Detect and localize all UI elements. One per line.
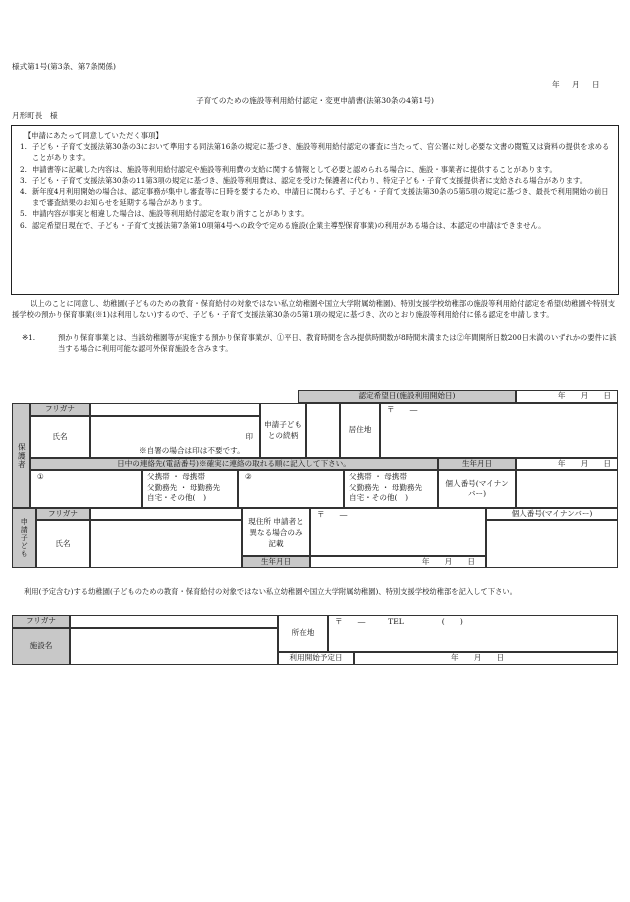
form-number: 様式第1号(第3条、第7条関係)	[12, 62, 116, 71]
facility-intro: 利用(予定含む)する幼稚園(子どものための教育・保育給付の対象ではない私立幼稚園や国立大学附属幼稚園)、特別支援学校幼稚部を記入して下さい。	[24, 587, 517, 596]
child-mynumber-label: 個人番号(マイナンバー)	[486, 508, 618, 520]
child-birth-label: 生年月日	[242, 556, 310, 568]
facility-furigana-input[interactable]	[70, 615, 278, 628]
child-mynumber-input[interactable]	[486, 520, 618, 568]
child-name-input[interactable]	[90, 520, 242, 568]
notice-heading: 【申請にあたって同意していただく事項】	[24, 131, 163, 140]
birth-label: 生年月日	[438, 458, 516, 470]
facility-start-input[interactable]: 年 月 日	[354, 652, 618, 665]
guardian-label: 保護者	[12, 403, 30, 508]
desired-date-label: 認定希望日(施設利用開始日)	[298, 390, 516, 403]
residence-input[interactable]	[380, 403, 618, 458]
child-furigana-input[interactable]	[90, 508, 242, 520]
notice-item: 4. 新年度4月利用開始の場合は、認定事務が集中し審査等に日時を要するため、申請日に関わらず、子ども・子育て支援法第30条の5第5項の規定に基づき、最長で利用開始の前日まで審査結果のお知らせを延期する場合があります。	[20, 187, 609, 208]
guardian-name-label: 氏名	[30, 416, 90, 458]
applicant-table	[12, 390, 618, 568]
guardian-furigana-label: フリガナ	[30, 403, 90, 416]
facility-furigana-label: フリガナ	[12, 615, 70, 628]
child-furigana-label: フリガナ	[36, 508, 90, 520]
note-text: 預かり保育事業とは、当該幼稚園等が実施する預かり保育事業が、①平日、教育時間を含み提供時間数が8時間未満または②年間開所日数200日未満のいずれかの要件に該当する場合に利用可能な認可外保育施設を含みます。	[58, 333, 617, 354]
guardian-furigana-input[interactable]	[90, 403, 260, 416]
relation-label: 申請子どもとの続柄	[260, 403, 306, 458]
guardian-birth-input[interactable]: 年 月 日	[516, 458, 618, 470]
child-postal: 〒 ―	[317, 510, 348, 519]
page-title: 子育てのための施設等利用給付認定・変更申請書(法第30条の4第1号)	[196, 96, 434, 105]
notice-item: 6. 認定希望日現在で、子ども・子育て支援法第7条第10項第4号への政令で定める施設(企業主導型保育事業)の利用がある場合は、本認定の申請はできません。	[20, 220, 546, 230]
notice-item: 3. 子ども・子育て支援法第30条の11第3項の規定に基づき、施設等利用費は、認定を受けた保護者に代わり、特定子ども・子育て支援提供者に支給される場合があります。	[20, 175, 588, 185]
facility-location-label: 所在地	[278, 615, 328, 652]
child-birth-input[interactable]: 年 月 日	[310, 556, 486, 568]
seal-note: ※自署の場合は印は不要です。	[139, 446, 245, 455]
current-address-label: 現住所 申請者と異なる場合のみ記載	[242, 508, 310, 556]
notice-box	[11, 125, 619, 295]
note-label: ※1.	[22, 333, 36, 342]
child-name-label: 氏名	[36, 520, 90, 568]
facility-location-input[interactable]	[328, 615, 618, 652]
facility-name-label: 施設名	[12, 628, 70, 665]
facility-name-input[interactable]	[70, 628, 278, 665]
current-address-input[interactable]	[310, 508, 486, 556]
contact2-input[interactable]	[238, 470, 344, 508]
seal-mark: 印	[245, 432, 253, 441]
residence-label: 居住地	[340, 403, 380, 458]
contact2-type[interactable]: 父携帯 ・ 母携帯 父勤務先 ・ 母勤務先 自宅・その他( )	[344, 470, 438, 508]
facility-table	[12, 615, 618, 665]
notice-item: 5. 申請内容が事実と相違した場合は、施設等利用給付認定を取り消すことがあります。	[20, 209, 309, 219]
facility-start-label: 利用開始予定日	[278, 652, 354, 665]
guardian-name-input[interactable]	[90, 416, 260, 458]
contact1-type[interactable]: 父携帯 ・ 母携帯 父勤務先 ・ 母勤務先 自宅・その他( )	[142, 470, 238, 508]
guardian-mynumber-label: 個人番号(マイナンバー)	[438, 470, 516, 508]
contact1-num: ①	[37, 472, 44, 481]
child-label: 申請子ども	[12, 508, 36, 568]
addressee: 月形町長 様	[12, 111, 58, 120]
residence-postal: 〒 ―	[387, 405, 418, 414]
contact2-num: ②	[245, 472, 252, 481]
guardian-mynumber-input[interactable]	[516, 470, 618, 508]
notice-item: 2. 申請書等に記載した内容は、施設等利用給付認定や施設等利用費の支給に関する情報として必要と認められる場合に、施設・事業者に提供することがあります。	[20, 164, 557, 174]
contact1-input[interactable]	[30, 470, 142, 508]
relation-input[interactable]	[306, 403, 340, 458]
desired-date-input[interactable]: 年 月 日	[516, 390, 618, 403]
consent-paragraph: 以上のことに同意し、幼稚園(子どものための教育・保育給付の対象ではない私立幼稚園や国立大学附属幼稚園)、特別支援学校幼稚部の施設等利用給付認定を希望(幼稚園や特別支援学校の預かり保育事業(※1)は利用しない)するので、子ども・子育て支援法第30条の5第1項の規定に基づき、次のとおり施設等利用給付に係る認定を申請します。	[12, 299, 615, 320]
contact-header: 日中の連絡先(電話番号)※確実に連絡の取れる順に記入して下さい。	[30, 458, 438, 470]
date-line: 年 月 日	[552, 80, 600, 89]
facility-postal-tel: 〒 ― TEL ( )	[335, 617, 463, 626]
notice-item: 1. 子ども・子育て支援法第30条の3において準用する同法第16条の規定に基づき、施設等利用給付認定の審査に当たって、官公署に対し必要な文書の閲覧又は資料の提供を求めることがあります。	[20, 142, 610, 163]
